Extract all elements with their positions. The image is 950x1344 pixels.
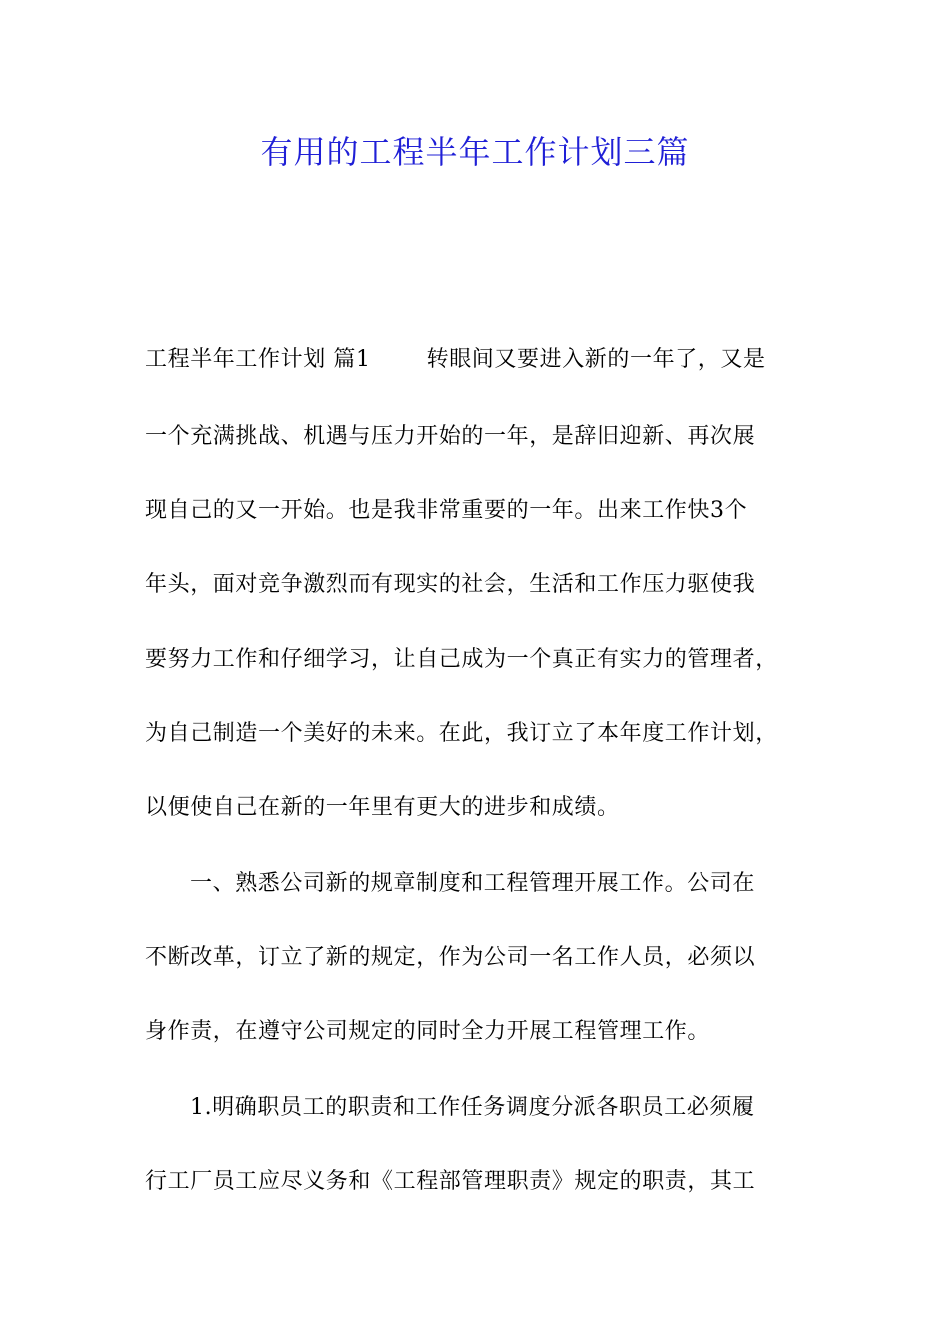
paragraph-line: 一、熟悉公司新的规章制度和工程管理开展工作。公司在 bbox=[190, 871, 756, 896]
paragraph-line: 年头，面对竞争激烈而有现实的社会，生活和工作压力驱使我 bbox=[145, 572, 756, 597]
paragraph-line bbox=[145, 345, 835, 375]
paragraph-line: 要努力工作和仔细学习，让自己成为一个真正有实力的管理者， bbox=[145, 647, 778, 672]
paragraph-line: 为自己制造一个美好的未来。在此，我订立了本年度工作计划， bbox=[145, 721, 778, 746]
paragraph-line: 身作责，在遵守公司规定的同时全力开展工程管理工作。 bbox=[145, 1019, 711, 1044]
section-heading: 工程半年工作计划 篇1 bbox=[145, 347, 371, 372]
document-title: 有用的工程半年工作计划三篇 bbox=[260, 133, 690, 171]
paragraph-line: 一个充满挑战、机遇与压力开始的一年，是辞旧迎新、再次展 bbox=[145, 424, 756, 449]
paragraph-line: 不断改革，订立了新的规定，作为公司一名工作人员，必须以 bbox=[145, 945, 756, 970]
paragraph-line: 行工厂员工应尽义务和《工程部管理职责》规定的职责，其工 bbox=[145, 1169, 756, 1194]
paragraph-text: 转眼间又要进入新的一年了，又是 bbox=[426, 347, 766, 372]
paragraph-line: 以便使自己在新的一年里有更大的进步和成绩。 bbox=[145, 795, 620, 820]
paragraph-line: 现自己的又一开始。也是我非常重要的一年。出来工作快3个 bbox=[145, 498, 748, 523]
paragraph-line: 1.明确职员工的职责和工作任务调度分派各职员工必须履 bbox=[190, 1095, 755, 1120]
